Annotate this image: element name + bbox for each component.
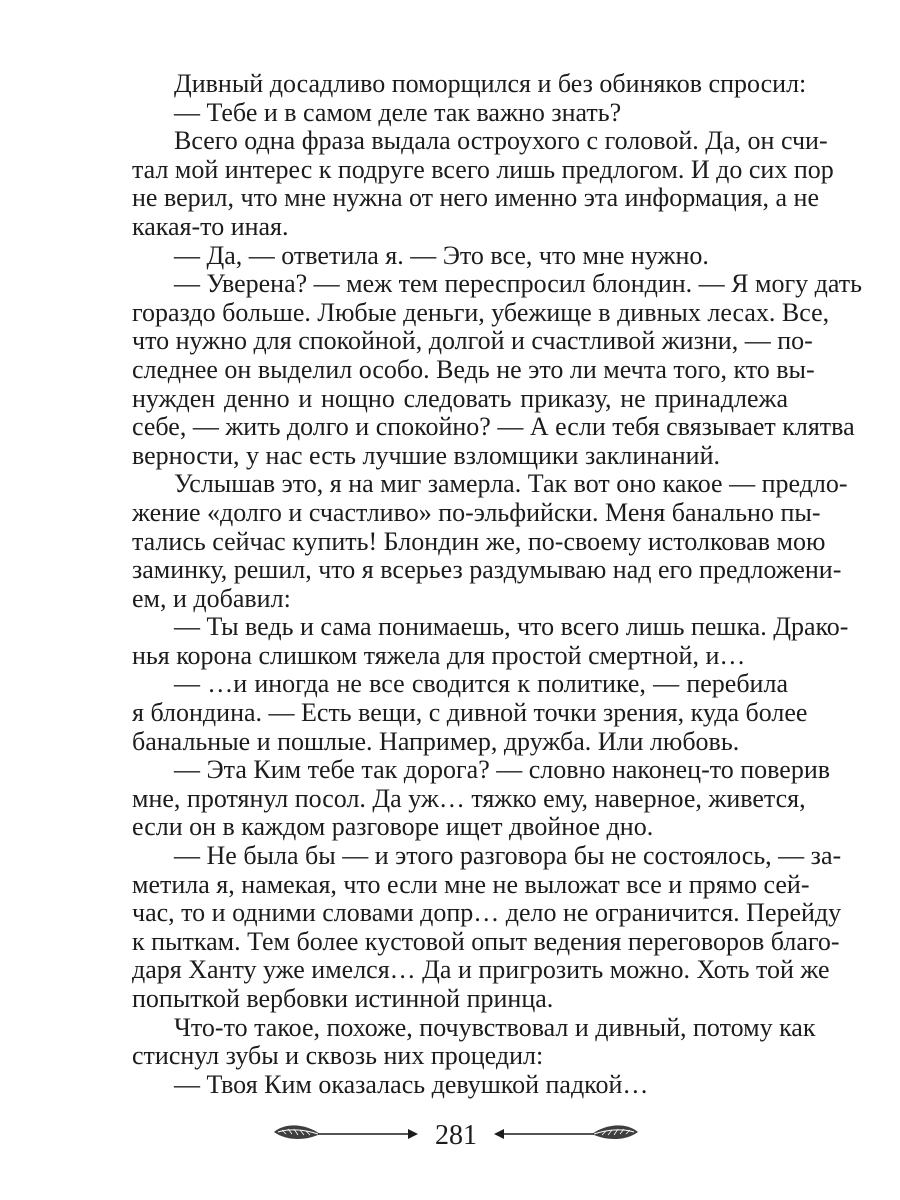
text-line: Услышав это, я на миг замерла. Так вот оно какое — предло- — [174, 469, 848, 499]
text-line: — Эта Ким тебе так дорога? — словно наконец-то поверив — [174, 755, 831, 785]
text-line: мне, протянул посол. Да уж… тяжко ему, наверное, живется, — [132, 783, 806, 813]
text-line: метила я, намекая, что если мне не выложат все и прямо сей- — [132, 869, 810, 899]
text-line: — Ты ведь и сама понимаешь, что всего лишь пешка. Драко- — [174, 612, 849, 642]
text-line: стиснул зубы и сквозь них процедил: — [132, 1041, 544, 1071]
text-line: себе, — жить долго и спокойно? — А если тебя связывает клятва — [132, 412, 855, 442]
text-line: — Не была бы — и этого разговора бы не состоялось, — за- — [174, 841, 842, 871]
right-feather-ornament-icon — [492, 1118, 642, 1154]
page-text — [132, 69, 862, 1099]
text-line: жение «долго и счастливо» по-эльфийски. Меня банально пы- — [132, 497, 821, 527]
text-line: если он в каждом разговоре ищет двойное дно. — [132, 812, 654, 842]
text-line: — …и иногда не все сводится к политике, — перебила — [174, 669, 788, 699]
text-line: банальные и пошлые. Например, дружба. Или любовь. — [132, 726, 740, 756]
text-line: попыткой вербовки истинной принца. — [132, 984, 554, 1013]
text-line: гораздо больше. Любые деньги, убежище в дивных лесах. Все, — [132, 297, 830, 327]
page-number: 281 — [435, 1120, 477, 1151]
text-line: — Да, — ответила я. — Это все, что мне нужно. — [174, 240, 709, 270]
text-line: ем, и добавил: — [132, 583, 291, 613]
text-line: нья корона слишком тяжела для простой смертной, и… — [132, 640, 746, 670]
text-line: что нужно для спокойной, долгой и счастливой жизни, — по- — [132, 326, 813, 356]
left-feather-ornament-icon — [270, 1118, 420, 1154]
text-line: — Уверена? — меж тем переспросил блондин. — Я могу дать — [174, 269, 862, 299]
text-line: следнее он выделил особо. Ведь не это ли мечта того, кто вы- — [132, 354, 815, 384]
text-line: я блондина. — Есть вещи, с дивной точки зрения, куда более — [132, 698, 808, 728]
text-line: к пыткам. Тем более кустовой опыт ведения переговоров благо- — [132, 926, 840, 956]
text-line: час, то и одними словами допр… дело не ограничится. Перейду — [132, 898, 842, 928]
text-line: Дивный досадливо поморщился и без обиняков спросил: — [174, 69, 807, 98]
text-line: заминку, решил, что я всерьез раздумываю над его предложени- — [132, 555, 842, 585]
text-line: какая-то иная. — [132, 211, 289, 241]
text-line: нужден денно и нощно следовать приказу, не принадлежа — [132, 383, 788, 413]
text-line: даря Ханту уже имелся… Да и пригрозить можно. Хоть той же — [132, 955, 830, 985]
text-line: тались сейчас купить! Блондин же, по-своему истолковав мою — [132, 526, 826, 556]
text-line: Всего одна фраза выдала остроухого с головой. Да, он счи- — [174, 126, 828, 156]
text-line: — Тебе и в самом деле так важно знать? — [174, 97, 622, 127]
text-line: Что-то такое, похоже, почувствовал и дивный, потому как — [174, 1012, 816, 1042]
text-line: тал мой интерес к подруге всего лишь предлогом. И до сих пор — [132, 154, 834, 184]
text-line: — Твоя Ким оказалась девушкой падкой… — [174, 1069, 649, 1099]
text-line: не верил, что мне нужна от него именно эта информация, а не — [132, 183, 819, 213]
page-footer — [270, 1118, 642, 1154]
text-line: верности, у нас есть лучшие взломщики заклинаний. — [132, 440, 720, 470]
